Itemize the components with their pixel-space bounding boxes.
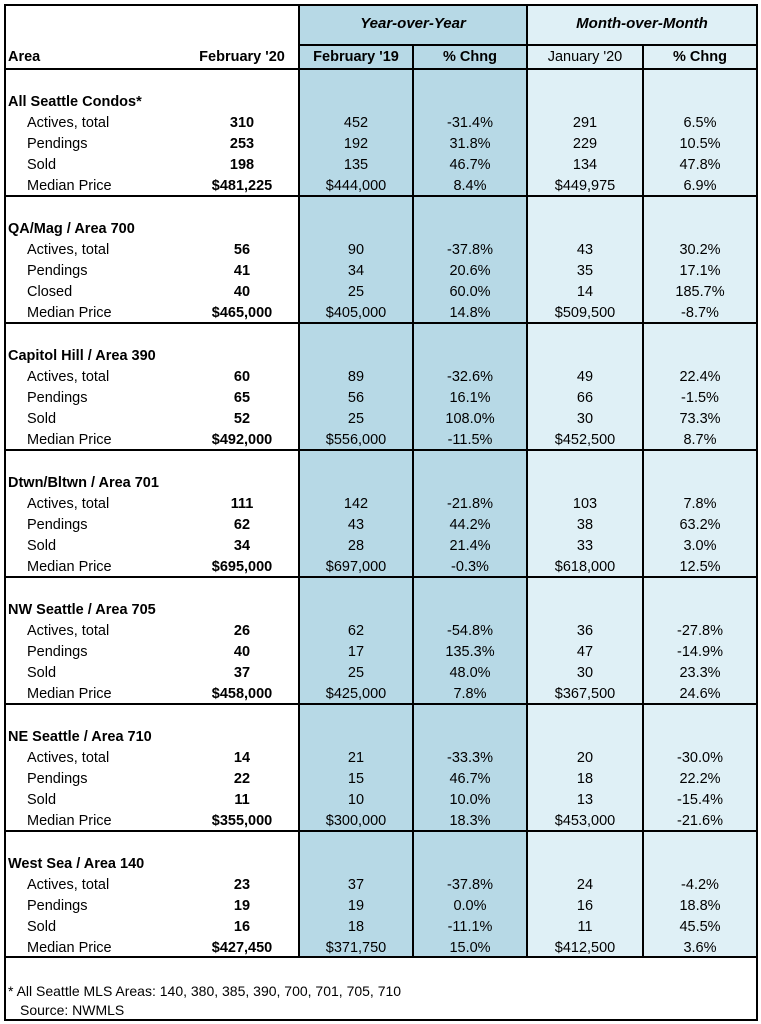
cell-feb20: 253 xyxy=(229,136,255,152)
col-header-jan20: January '20 xyxy=(547,49,623,65)
col-header-yoy-pct: % Chng xyxy=(443,49,497,65)
cell-feb19: 28 xyxy=(347,538,365,554)
cell-feb20: 56 xyxy=(233,242,251,258)
cell-yoy-pct: 31.8% xyxy=(449,136,491,152)
cell-jan20: 30 xyxy=(576,665,594,681)
row-label: Actives, total xyxy=(27,242,110,258)
cell-mom-pct: 63.2% xyxy=(679,517,721,533)
table-left-border xyxy=(4,4,6,1021)
cell-feb20: 19 xyxy=(233,898,251,914)
cell-jan20: $412,500 xyxy=(554,940,616,956)
cell-feb19: 10 xyxy=(347,792,365,808)
header-bottom-rule xyxy=(4,68,758,70)
cell-mom-pct: 8.7% xyxy=(683,432,717,448)
row-label: Median Price xyxy=(27,940,112,956)
cell-jan20: 30 xyxy=(576,411,594,427)
row-label: Actives, total xyxy=(27,623,110,639)
row-label: Actives, total xyxy=(27,877,110,893)
row-label: Pendings xyxy=(27,771,88,787)
cell-yoy-pct: 60.0% xyxy=(449,284,491,300)
cell-feb19: 56 xyxy=(347,390,365,406)
cell-feb20: 65 xyxy=(233,390,251,406)
cell-yoy-pct: 18.3% xyxy=(449,813,491,829)
cell-yoy-pct: -37.8% xyxy=(447,877,493,893)
cell-feb20: 40 xyxy=(233,644,251,660)
row-label: Sold xyxy=(27,411,57,427)
cell-yoy-pct: 14.8% xyxy=(449,305,491,321)
cell-mom-pct: -14.9% xyxy=(677,644,723,660)
group-title: NE Seattle / Area 710 xyxy=(8,729,152,745)
cell-jan20: 291 xyxy=(572,115,598,131)
cell-jan20: 47 xyxy=(576,644,594,660)
cell-feb20: 11 xyxy=(234,792,250,808)
cell-yoy-pct: 46.7% xyxy=(449,157,491,173)
cell-mom-pct: 30.2% xyxy=(679,242,721,258)
cell-feb20: 62 xyxy=(233,517,251,533)
group-title: All Seattle Condos* xyxy=(8,94,142,110)
row-label: Pendings xyxy=(27,517,88,533)
table-data-bottom xyxy=(4,956,758,958)
cell-feb19: $444,000 xyxy=(325,178,387,194)
cell-yoy-pct: -32.6% xyxy=(447,369,493,385)
cell-jan20: 24 xyxy=(576,877,594,893)
group-title: QA/Mag / Area 700 xyxy=(8,221,135,237)
cell-yoy-pct: 46.7% xyxy=(449,771,491,787)
header-group-rule xyxy=(300,44,758,46)
row-label: Closed xyxy=(27,284,73,300)
cell-feb20: $427,450 xyxy=(211,940,273,956)
cell-jan20: 16 xyxy=(576,898,594,914)
group-divider xyxy=(4,576,758,578)
cell-jan20: 103 xyxy=(572,496,598,512)
cell-jan20: $449,975 xyxy=(554,178,616,194)
cell-mom-pct: 185.7% xyxy=(675,284,725,300)
cell-mom-pct: -1.5% xyxy=(681,390,719,406)
cell-yoy-pct: -11.1% xyxy=(447,919,493,935)
cell-mom-pct: 73.3% xyxy=(679,411,721,427)
cell-jan20: 43 xyxy=(576,242,594,258)
cell-mom-pct: 17.1% xyxy=(679,263,721,279)
cell-yoy-pct: -33.3% xyxy=(447,750,493,766)
cell-feb20: 198 xyxy=(229,157,255,173)
cell-yoy-pct: 20.6% xyxy=(449,263,491,279)
col-header-mom-pct: % Chng xyxy=(673,49,727,65)
cell-feb19: $425,000 xyxy=(325,686,387,702)
cell-jan20: 13 xyxy=(576,792,594,808)
cell-yoy-pct: 21.4% xyxy=(449,538,491,554)
cell-feb20: 52 xyxy=(233,411,251,427)
row-label: Median Price xyxy=(27,559,112,575)
cell-feb19: 17 xyxy=(347,644,365,660)
cell-jan20: 49 xyxy=(576,369,594,385)
cell-feb19: 89 xyxy=(347,369,365,385)
cell-jan20: $453,000 xyxy=(554,813,616,829)
cell-feb19: 21 xyxy=(347,750,365,766)
col-header-feb19: February '19 xyxy=(313,49,399,65)
row-label: Sold xyxy=(27,665,57,681)
cell-mom-pct: 22.4% xyxy=(679,369,721,385)
cell-yoy-pct: 16.1% xyxy=(449,390,491,406)
cell-yoy-pct: -31.4% xyxy=(447,115,493,131)
cell-feb20: $695,000 xyxy=(211,559,273,575)
cell-jan20: 11 xyxy=(577,919,593,935)
cell-feb19: $556,000 xyxy=(325,432,387,448)
cell-jan20: 14 xyxy=(576,284,594,300)
col-header-area: Area xyxy=(8,49,41,65)
cell-jan20: 20 xyxy=(576,750,594,766)
cell-jan20: $509,500 xyxy=(554,305,616,321)
cell-jan20: 33 xyxy=(576,538,594,554)
cell-yoy-pct: 0.0% xyxy=(453,898,487,914)
table-bottom-border xyxy=(4,1019,758,1021)
row-label: Actives, total xyxy=(27,496,110,512)
cell-feb20: 26 xyxy=(233,623,251,639)
group-divider xyxy=(4,449,758,451)
group-divider xyxy=(4,830,758,832)
cell-mom-pct: -8.7% xyxy=(681,305,719,321)
cell-yoy-pct: 135.3% xyxy=(445,644,495,660)
row-label: Median Price xyxy=(27,686,112,702)
cell-yoy-pct: 44.2% xyxy=(449,517,491,533)
cell-feb19: 135 xyxy=(343,157,369,173)
cell-feb19: 142 xyxy=(343,496,369,512)
cell-jan20: 18 xyxy=(576,771,594,787)
cell-feb20: $481,225 xyxy=(211,178,273,194)
row-label: Pendings xyxy=(27,898,88,914)
group-title: Dtwn/Bltwn / Area 701 xyxy=(8,475,159,491)
cell-yoy-pct: -21.8% xyxy=(447,496,493,512)
cell-yoy-pct: 8.4% xyxy=(453,178,487,194)
cell-mom-pct: 24.6% xyxy=(679,686,721,702)
footer-source: Source: NWMLS xyxy=(20,1002,125,1018)
row-label: Actives, total xyxy=(27,369,110,385)
cell-mom-pct: 45.5% xyxy=(679,919,721,935)
cell-jan20: $452,500 xyxy=(554,432,616,448)
cell-mom-pct: -27.8% xyxy=(677,623,723,639)
table-right-border xyxy=(756,4,758,1021)
row-label: Sold xyxy=(27,538,57,554)
cell-feb19: 90 xyxy=(347,242,365,258)
cell-feb19: 19 xyxy=(347,898,365,914)
cell-yoy-pct: 7.8% xyxy=(453,686,487,702)
cell-feb19: 25 xyxy=(347,665,365,681)
cell-yoy-pct: 108.0% xyxy=(445,411,495,427)
cell-mom-pct: -15.4% xyxy=(677,792,723,808)
group-title: NW Seattle / Area 705 xyxy=(8,602,156,618)
cell-mom-pct: 18.8% xyxy=(679,898,721,914)
row-label: Median Price xyxy=(27,305,112,321)
cell-feb19: 34 xyxy=(347,263,365,279)
row-label: Pendings xyxy=(27,136,88,152)
cell-feb19: $300,000 xyxy=(325,813,387,829)
cell-mom-pct: 47.8% xyxy=(679,157,721,173)
cell-feb19: 192 xyxy=(343,136,369,152)
cell-feb20: $458,000 xyxy=(211,686,273,702)
cell-feb20: 60 xyxy=(233,369,251,385)
cell-mom-pct: 3.6% xyxy=(683,940,717,956)
row-label: Actives, total xyxy=(27,750,110,766)
cell-jan20: $367,500 xyxy=(554,686,616,702)
cell-feb19: 62 xyxy=(347,623,365,639)
col-header-feb20: February '20 xyxy=(199,49,285,65)
cell-feb20: $355,000 xyxy=(211,813,273,829)
cell-feb20: 23 xyxy=(233,877,251,893)
cell-feb19: 37 xyxy=(347,877,365,893)
table-top-border xyxy=(4,4,758,6)
group-divider xyxy=(4,322,758,324)
row-label: Sold xyxy=(27,792,57,808)
cell-feb20: 310 xyxy=(229,115,255,131)
cell-jan20: $618,000 xyxy=(554,559,616,575)
cell-mom-pct: 7.8% xyxy=(683,496,717,512)
cell-mom-pct: 6.9% xyxy=(683,178,717,194)
row-label: Pendings xyxy=(27,644,88,660)
row-label: Median Price xyxy=(27,813,112,829)
cell-feb19: 43 xyxy=(347,517,365,533)
cell-jan20: 66 xyxy=(576,390,594,406)
cell-yoy-pct: -11.5% xyxy=(447,432,493,448)
cell-feb19: 25 xyxy=(347,284,365,300)
cell-feb19: 18 xyxy=(347,919,365,935)
group-divider xyxy=(4,703,758,705)
cell-yoy-pct: 15.0% xyxy=(449,940,491,956)
cell-mom-pct: -4.2% xyxy=(681,877,719,893)
group-title: West Sea / Area 140 xyxy=(8,856,145,872)
cell-feb20: $465,000 xyxy=(211,305,273,321)
cell-feb19: 15 xyxy=(347,771,365,787)
cell-jan20: 38 xyxy=(576,517,594,533)
cell-mom-pct: 6.5% xyxy=(683,115,717,131)
cell-mom-pct: 23.3% xyxy=(679,665,721,681)
footer-note: * All Seattle MLS Areas: 140, 380, 385, 390, 700, 701, 705, 710 xyxy=(8,983,402,999)
yoy-header: Year-over-Year xyxy=(360,15,466,32)
cell-feb20: 37 xyxy=(233,665,251,681)
cell-jan20: 134 xyxy=(572,157,598,173)
cell-feb19: 452 xyxy=(343,115,369,131)
cell-yoy-pct: 48.0% xyxy=(449,665,491,681)
group-divider xyxy=(4,195,758,197)
cell-mom-pct: 22.2% xyxy=(679,771,721,787)
cell-jan20: 36 xyxy=(576,623,594,639)
cell-feb20: 14 xyxy=(233,750,251,766)
mom-header: Month-over-Month xyxy=(576,15,708,32)
row-label: Actives, total xyxy=(27,115,110,131)
cell-yoy-pct: -37.8% xyxy=(447,242,493,258)
cell-feb20: 40 xyxy=(233,284,251,300)
cell-feb20: 16 xyxy=(233,919,251,935)
cell-mom-pct: 10.5% xyxy=(679,136,721,152)
cell-mom-pct: 3.0% xyxy=(683,538,717,554)
row-label: Pendings xyxy=(27,390,88,406)
cell-feb19: $371,750 xyxy=(325,940,387,956)
cell-feb20: 34 xyxy=(233,538,251,554)
cell-mom-pct: -30.0% xyxy=(677,750,723,766)
cell-feb19: $697,000 xyxy=(325,559,387,575)
cell-feb19: 25 xyxy=(347,411,365,427)
cell-feb19: $405,000 xyxy=(325,305,387,321)
group-title: Capitol Hill / Area 390 xyxy=(8,348,156,364)
row-label: Median Price xyxy=(27,432,112,448)
row-label: Sold xyxy=(27,919,57,935)
cell-jan20: 229 xyxy=(572,136,598,152)
cell-mom-pct: 12.5% xyxy=(679,559,721,575)
row-label: Sold xyxy=(27,157,57,173)
row-label: Pendings xyxy=(27,263,88,279)
cell-feb20: 22 xyxy=(233,771,251,787)
cell-jan20: 35 xyxy=(576,263,594,279)
row-label: Median Price xyxy=(27,178,112,194)
cell-yoy-pct: -0.3% xyxy=(451,559,489,575)
cell-yoy-pct: -54.8% xyxy=(447,623,493,639)
cell-feb20: 111 xyxy=(230,496,254,512)
cell-feb20: $492,000 xyxy=(211,432,273,448)
cell-mom-pct: -21.6% xyxy=(677,813,723,829)
cell-feb20: 41 xyxy=(233,263,251,279)
cell-yoy-pct: 10.0% xyxy=(449,792,491,808)
